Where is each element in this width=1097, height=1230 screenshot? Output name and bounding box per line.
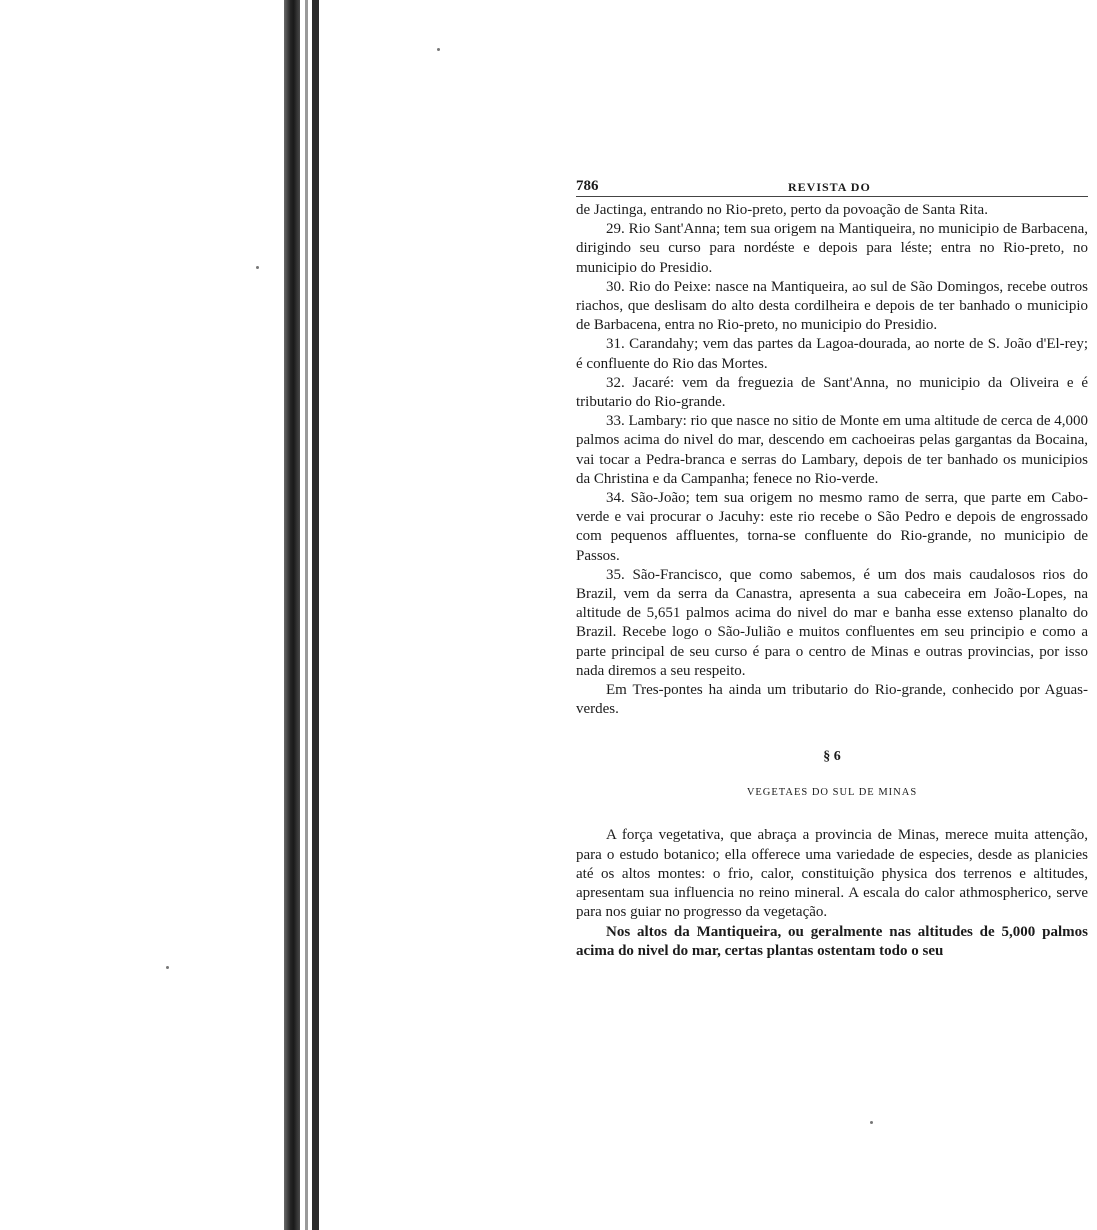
body-text-vegetation	[576, 826, 1088, 960]
paragraph: 30. Rio do Peixe: nasce na Mantiqueira, ao sul de São Domingos, recebe outros riachos, que deslisam do alto desta cordilheira e depois de ter banhado o municipio de Barbacena, entra no Rio-preto, no municipio do Presidio.	[576, 278, 1088, 334]
page-header	[576, 170, 1088, 197]
paragraph: Nos altos da Mantiqueira, ou geralmente nas altitudes de 5,000 palmos acima do nivel do mar, certas plantas ostentam todo o seu	[576, 923, 1088, 959]
blank-facing-page	[0, 0, 330, 1230]
paper-speck	[437, 48, 440, 51]
book-binding-line	[312, 0, 319, 1230]
paragraph: Em Tres-pontes ha ainda um tributario do Rio-grande, conhecido por Aguas-verdes.	[576, 682, 1088, 718]
running-head: REVISTA DO	[788, 180, 871, 194]
paragraph: de Jactinga, entrando no Rio-preto, perto da povoação de Santa Rita.	[576, 202, 988, 218]
paragraph: 34. São-João; tem sua origem no mesmo ramo de serra, que parte em Cabo-verde e vai procurar o Jacuhy: este rio recebe o São Pedro e depois de engrossado com pequenos affluentes, torna-se confluente do Rio-grande, no municipio de Passos.	[576, 490, 1088, 564]
section-title: VEGETAES DO SUL DE MINAS	[746, 787, 918, 799]
paper-speck	[166, 966, 169, 969]
paper-speck	[870, 1121, 873, 1124]
page-number: 786	[576, 178, 599, 194]
paragraph: A força vegetativa, que abraça a provincia de Minas, merece muita attenção, para o estudo botanico; ella offerece uma variedade de especies, desde as planicies até os altos montes: o frio, calor, constituição physica dos terrenos e altitudes, apresentam sua influencia no reino mineral. A escala do calor athmospherico, serve para nos guiar no progresso da vegetação.	[576, 827, 1088, 921]
book-page	[576, 170, 1088, 961]
body-text-rivers	[576, 201, 1088, 719]
book-binding-shadow	[284, 0, 300, 1230]
paragraph: 32. Jacaré: vem da freguezia de Sant'Anna, no municipio da Oliveira e é tributario do Rio-grande.	[576, 374, 1088, 411]
paper-speck	[256, 266, 259, 269]
paragraph: 35. São-Francisco, que como sabemos, é um dos mais caudalosos rios do Brazil, vem da serra da Canastra, apresenta a sua cabeceira em João-Lopes, na altitude de 5,651 palmos acima do nivel do mar e banha esse extenso planalto do Brazil. Recebe logo o São-Julião e muitos confluentes em seu principio e como a parte principal de seu curso é para o centro de Minas e outras provincias, por isso nada diremos a seu respeito.	[576, 566, 1088, 679]
paragraph: 33. Lambary: rio que nasce no sitio de Monte em uma altitude de cerca de 4,000 palmos acima do nivel do mar, descendo em cachoeiras pelas gargantas da Bocaina, vai tocar a Pedra-branca e serras do Lambary, depois de ter banhado os municipios da Christina e da Campanha; fenece no Rio-verde.	[576, 413, 1088, 487]
book-binding-edge	[305, 0, 308, 1230]
section-number: § 6	[823, 749, 841, 765]
paragraph: 29. Rio Sant'Anna; tem sua origem na Mantiqueira, no municipio de Barbacena, dirigindo seu curso para nordéste e depois para léste; entra no Rio-preto, no municipio do Presidio.	[576, 221, 1088, 276]
paragraph: 31. Carandahy; vem das partes da Lagoa-dourada, ao norte de S. João d'El-rey; é confluente do Rio das Mortes.	[576, 336, 1088, 372]
